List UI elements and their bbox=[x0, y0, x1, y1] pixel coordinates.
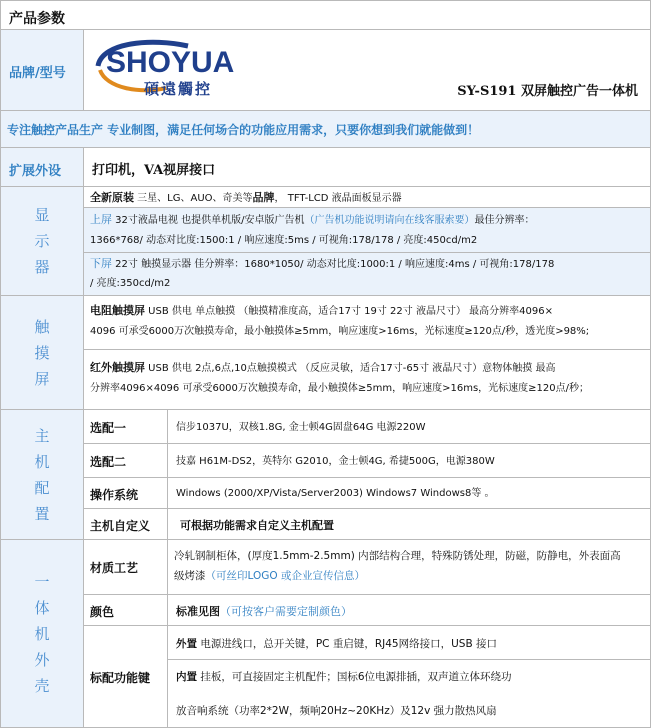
int-title: 内置 bbox=[176, 671, 197, 683]
host-row-value-text: 信步1037U，双核1.8G, 金士顿4G固盘64G 电源220W bbox=[176, 422, 426, 433]
shell-label-cell bbox=[0, 539, 84, 728]
logo-text: SHOYUA bbox=[106, 46, 235, 79]
host-row-value bbox=[167, 477, 651, 509]
shell-label-char: 一 bbox=[34, 572, 50, 591]
brand-label: 品牌/型号 bbox=[9, 66, 66, 81]
model-name: SY-S191 双屏触控广告一体机 bbox=[457, 84, 638, 99]
ext-value: 电源进线口，总开关键，PC 重启键，RJ45网络接口，USB 接口 bbox=[197, 638, 497, 650]
touch-resistive-cell bbox=[83, 295, 651, 350]
host-row-value bbox=[167, 508, 651, 540]
upper-screen-res: 最佳分辨率： bbox=[474, 215, 535, 226]
host-row-key-text: 选配二 bbox=[90, 455, 127, 469]
host-row-key-text: 主机自定义 bbox=[90, 519, 151, 533]
brand-logo bbox=[92, 36, 272, 100]
host-row-key bbox=[83, 443, 168, 478]
brand-label-cell bbox=[0, 29, 84, 111]
display-lower-cell bbox=[83, 252, 651, 296]
upper-screen-specs: 1366*768/ 动态对比度:1500:1 / 响应速度:5ms / 可视角:178/178 / 亮度:450cd/m2 bbox=[90, 235, 478, 246]
display-intro-tail: ， TFT-LCD 液晶面板显示器 bbox=[274, 193, 402, 204]
host-row-value-text: 技嘉 H61M-DS2，英特尔 G2010，金士顿4G, 希捷500G，电源380W bbox=[176, 456, 495, 467]
ext-title: 外置 bbox=[176, 638, 197, 650]
std-ext-cell bbox=[167, 625, 651, 660]
host-row-key-text: 选配一 bbox=[90, 421, 127, 435]
shell-label-char: 机 bbox=[34, 624, 50, 643]
host-row-value-text: Windows (2000/XP/Vista/Server2003) Windows7 Windows8等 。 bbox=[176, 488, 495, 499]
color-key-cell bbox=[83, 594, 168, 626]
display-label-char: 示 bbox=[34, 232, 50, 250]
lower-screen-title: 下屏 bbox=[90, 257, 112, 270]
int-value: 挂板，可直接固定主机配件；国标6位电源排插，双声道立体环绕功 bbox=[197, 671, 512, 683]
resistive-desc: USB 供电 单点触摸 （触摸精准度高，适合17寸 19寸 22寸 液晶尺寸） 最高分辨率4096× bbox=[145, 306, 553, 317]
shell-label-char: 体 bbox=[34, 598, 50, 617]
std-key-cell bbox=[83, 625, 168, 728]
expansion-value-cell bbox=[83, 147, 651, 187]
material-line2: 级烤漆 bbox=[174, 570, 206, 582]
slogan-text: 专注触控产品生产 专业制图，满足任何场合的功能应用需求，只要你想到我们就能做到！ bbox=[7, 123, 480, 137]
display-intro-text: 三星、LG、AUO、奇美等 bbox=[134, 193, 253, 204]
infrared-title: 红外触摸屏 bbox=[90, 361, 145, 374]
host-label-cell bbox=[0, 409, 84, 540]
material-line1: 冷轧钢制柜体，(厚度1.5mm-2.5mm) 内部结构合理，特殊防锈处理，防磁，防静电，外表面高 bbox=[174, 550, 621, 562]
expansion-value: 打印机，VA视屏接口 bbox=[92, 163, 216, 178]
upper-screen-link: （广告机功能说明请向在线客服索要） bbox=[304, 215, 475, 226]
host-row-value bbox=[167, 443, 651, 478]
shell-label-char: 壳 bbox=[34, 676, 50, 695]
infrared-specs: 分辨率4096×4096 可承受6000万次触摸寿命，最小触摸体≥5mm，响应速度>16ms，光标速度≥120点/秒； bbox=[90, 383, 590, 394]
display-intro-bold2: 品牌 bbox=[252, 191, 275, 204]
expansion-label-cell bbox=[0, 147, 84, 187]
lower-screen-desc: 22寸 触摸显示器 佳分辨率：1680*1050/ 动态对比度:1000:1 / 响应速度:4ms / 可视角:178/178 bbox=[112, 259, 555, 270]
host-label-char: 机 bbox=[34, 452, 50, 471]
page-title: 产品参数 bbox=[9, 11, 65, 27]
resistive-specs: 4096 可承受6000万次触摸寿命，最小触摸体≥5mm，响应速度>16ms，光标速度≥120点/秒，透光度>98%; bbox=[90, 326, 590, 337]
material-key-cell bbox=[83, 539, 168, 595]
host-label-char: 主 bbox=[34, 426, 50, 445]
touch-label-cell bbox=[0, 295, 84, 410]
host-row-key bbox=[83, 477, 168, 509]
display-label-cell bbox=[0, 186, 84, 296]
touch-label-char: 触 bbox=[34, 317, 50, 336]
touch-label-char: 屏 bbox=[34, 369, 50, 388]
table-header bbox=[0, 0, 651, 30]
std-int-cell bbox=[167, 659, 651, 728]
host-row-key-text: 操作系统 bbox=[90, 488, 139, 502]
brand-cell bbox=[83, 29, 651, 111]
material-key: 材质工艺 bbox=[90, 561, 139, 575]
upper-screen-title: 上屏 bbox=[90, 213, 112, 226]
touch-infrared-cell bbox=[83, 349, 651, 410]
touch-label-char: 摸 bbox=[34, 343, 50, 362]
display-label-char: 器 bbox=[34, 258, 50, 276]
host-row-key bbox=[83, 409, 168, 444]
host-label-char: 置 bbox=[34, 504, 50, 523]
color-note: （可按客户需要定制颜色） bbox=[220, 605, 352, 618]
material-value-cell bbox=[167, 539, 651, 595]
slogan-row bbox=[0, 110, 651, 148]
host-row-key bbox=[83, 508, 168, 540]
color-value: 标准见图 bbox=[176, 605, 220, 618]
color-key: 颜色 bbox=[90, 605, 115, 619]
display-intro-bold: 全新原装 bbox=[90, 191, 134, 204]
infrared-desc: USB 供电 2点,6点,10点触摸模式 （反应灵敏，适合17寸-65寸 液晶尺寸）意物体触摸 最高 bbox=[145, 363, 556, 374]
upper-screen-desc: 32寸液晶电视 也提供单机版/安卓版广告机 bbox=[112, 215, 305, 226]
display-label-char: 显 bbox=[34, 206, 50, 224]
host-label-char: 配 bbox=[34, 478, 50, 497]
host-row-value-text: 可根据功能需求自定义主机配置 bbox=[180, 519, 334, 532]
display-intro-cell bbox=[83, 186, 651, 208]
std-key: 标配功能键 bbox=[90, 671, 151, 685]
material-note: （可丝印LOGO 或企业宣传信息） bbox=[205, 570, 365, 582]
color-value-cell bbox=[167, 594, 651, 626]
lower-screen-specs: / 亮度:350cd/m2 bbox=[90, 278, 171, 289]
resistive-title: 电阻触摸屏 bbox=[90, 304, 145, 317]
shell-label-char: 外 bbox=[34, 650, 50, 669]
speaker-line: 放音响系统（功率2*2W，频响20Hz~20KHz）及12v 强力散热风扇 bbox=[176, 705, 497, 717]
expansion-label: 扩展外设 bbox=[9, 164, 62, 179]
logo-subtitle: 碩遠觸控 bbox=[144, 80, 213, 98]
display-upper-cell bbox=[83, 207, 651, 253]
host-row-value bbox=[167, 409, 651, 444]
